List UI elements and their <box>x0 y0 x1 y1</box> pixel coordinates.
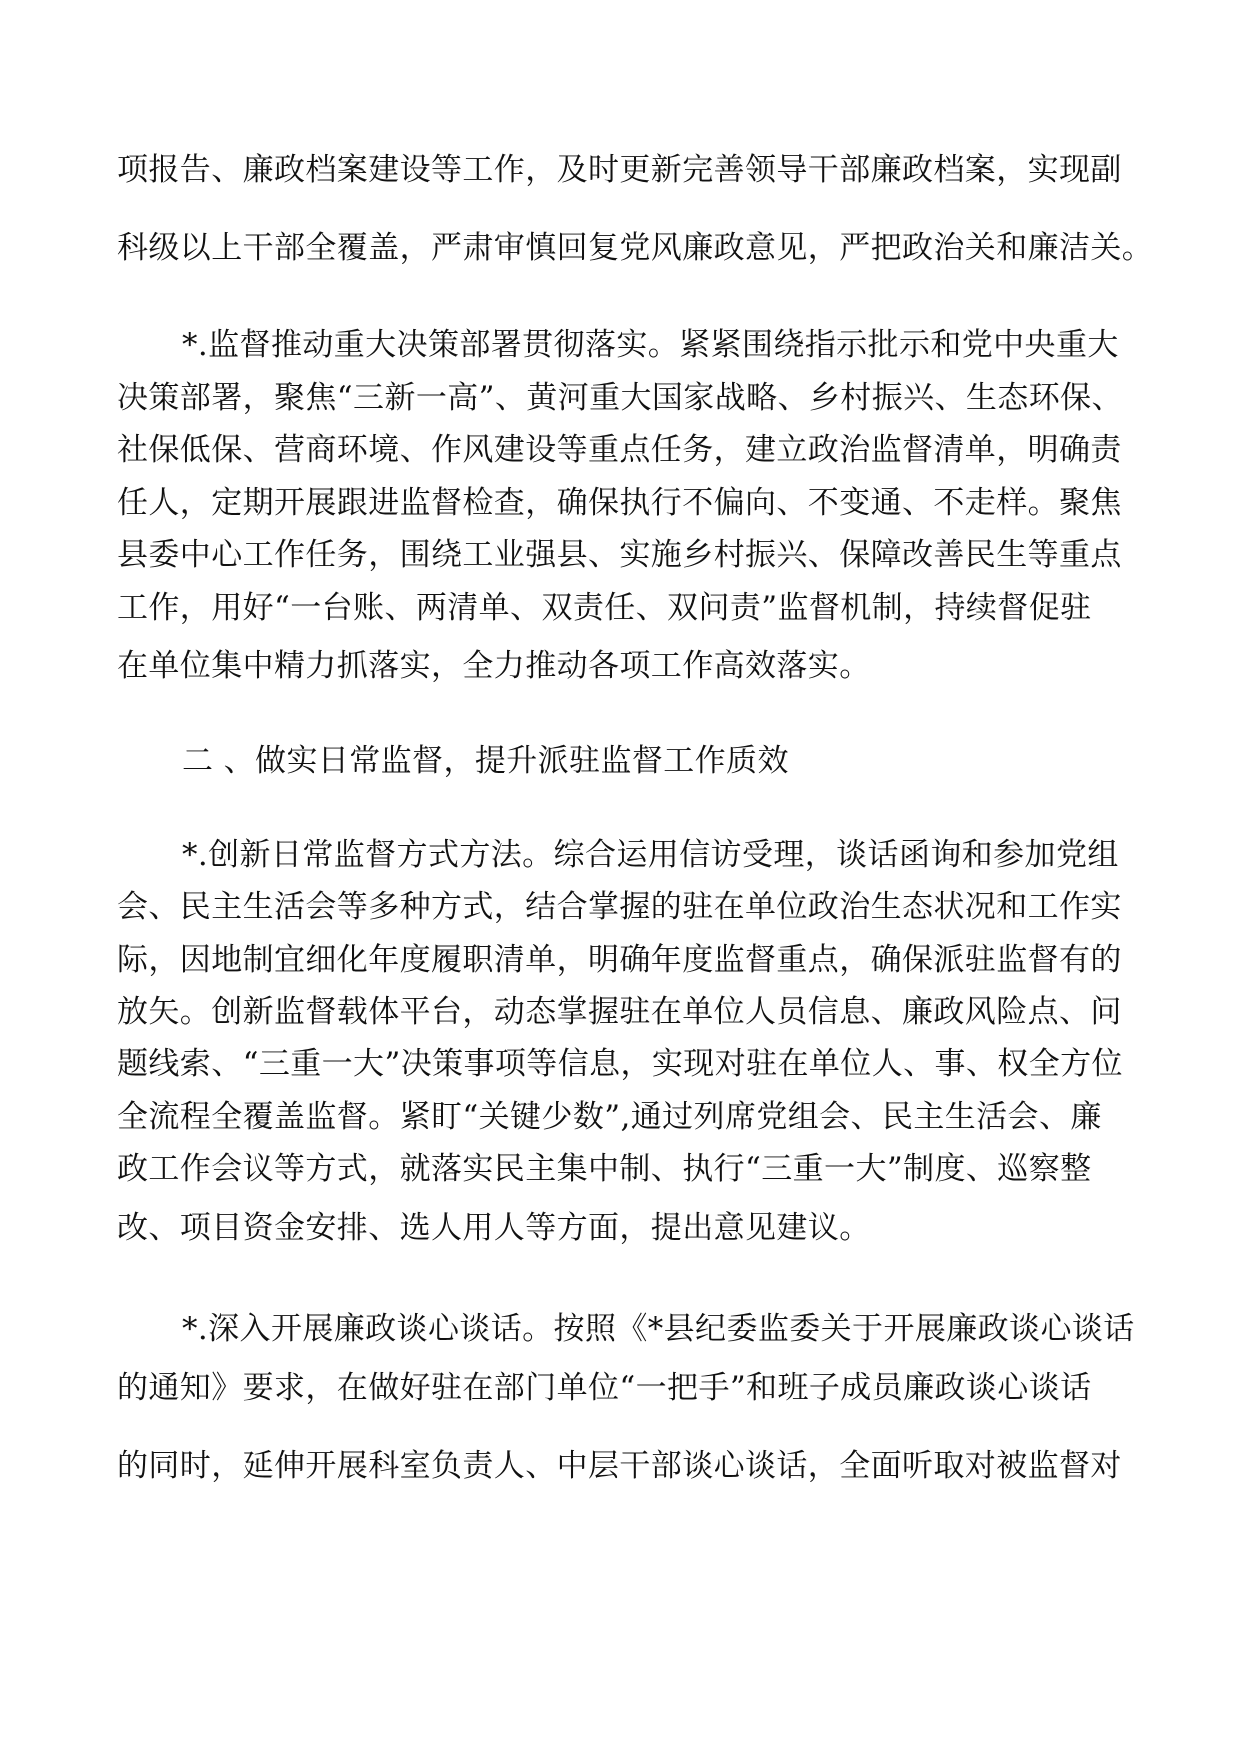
paragraph-line: 决策部署，聚焦“三新一高”、黄河重大国家战略、乡村振兴、生态环保、 <box>117 380 1123 416</box>
paragraph-line: 放矢。创新监督载体平台，动态掌握驻在单位人员信息、廉政风险点、问 <box>117 994 1122 1030</box>
paragraph-line: 际，因地制宜细化年度履职清单，明确年度监督重点，确保派驻监督有的 <box>117 942 1122 978</box>
paragraph-line: 题线索、“三重一大”决策事项等信息，实现对驻在单位人、事、权全方位 <box>117 1046 1123 1082</box>
paragraph-line: 社保低保、营商环境、作风建设等重点任务，建立政治监督清单，明确责 <box>117 432 1122 468</box>
paragraph-line: 科级以上干部全覆盖，严肃审慎回复党风廉政意见，严把政治关和廉洁关。 <box>117 230 1154 266</box>
paragraph-line: 任人，定期开展跟进监督检查，确保执行不偏向、不变通、不走样。聚焦 <box>117 485 1122 521</box>
paragraph-line: 全流程全覆盖监督。紧盯“关键少数”,通过列席党组会、民主生活会、廉 <box>117 1099 1102 1135</box>
paragraph-line: 的同时，延伸开展科室负责人、中层干部谈心谈话，全面听取对被监督对 <box>117 1448 1122 1484</box>
paragraph-line: 的通知》要求，在做好驻在部门单位“一把手”和班子成员廉政谈心谈话 <box>117 1370 1092 1406</box>
paragraph-line: 县委中心工作任务，围绕工业强县、实施乡村振兴、保障改善民生等重点 <box>117 537 1122 573</box>
paragraph-line: 会、民主生活会等多种方式，结合掌握的驻在单位政治生态状况和工作实 <box>117 889 1122 925</box>
section-heading: 二 、做实日常监督，提升派驻监督工作质效 <box>182 743 789 779</box>
section-item-line: *.深入开展廉政谈心谈话。按照《*县纪委监委关于开展廉政谈心谈话 <box>182 1311 1135 1347</box>
paragraph-line: 项报告、廉政档案建设等工作，及时更新完善领导干部廉政档案，实现副 <box>117 152 1122 188</box>
paragraph-line: 工作，用好“一台账、两清单、双责任、双问责”监督机制，持续督促驻 <box>117 590 1092 626</box>
section-item-line: *.监督推动重大决策部署贯彻落实。紧紧围绕指示批示和党中央重大 <box>182 327 1119 363</box>
section-item-line: *.创新日常监督方式方法。综合运用信访受理，谈话函询和参加党组 <box>182 837 1119 873</box>
paragraph-line: 在单位集中精力抓落实，全力推动各项工作高效落实。 <box>117 648 871 684</box>
paragraph-line: 改、项目资金安排、选人用人等方面，提出意见建议。 <box>117 1210 871 1246</box>
paragraph-line: 政工作会议等方式，就落实民主集中制、执行“三重一大”制度、巡察整 <box>117 1151 1092 1187</box>
